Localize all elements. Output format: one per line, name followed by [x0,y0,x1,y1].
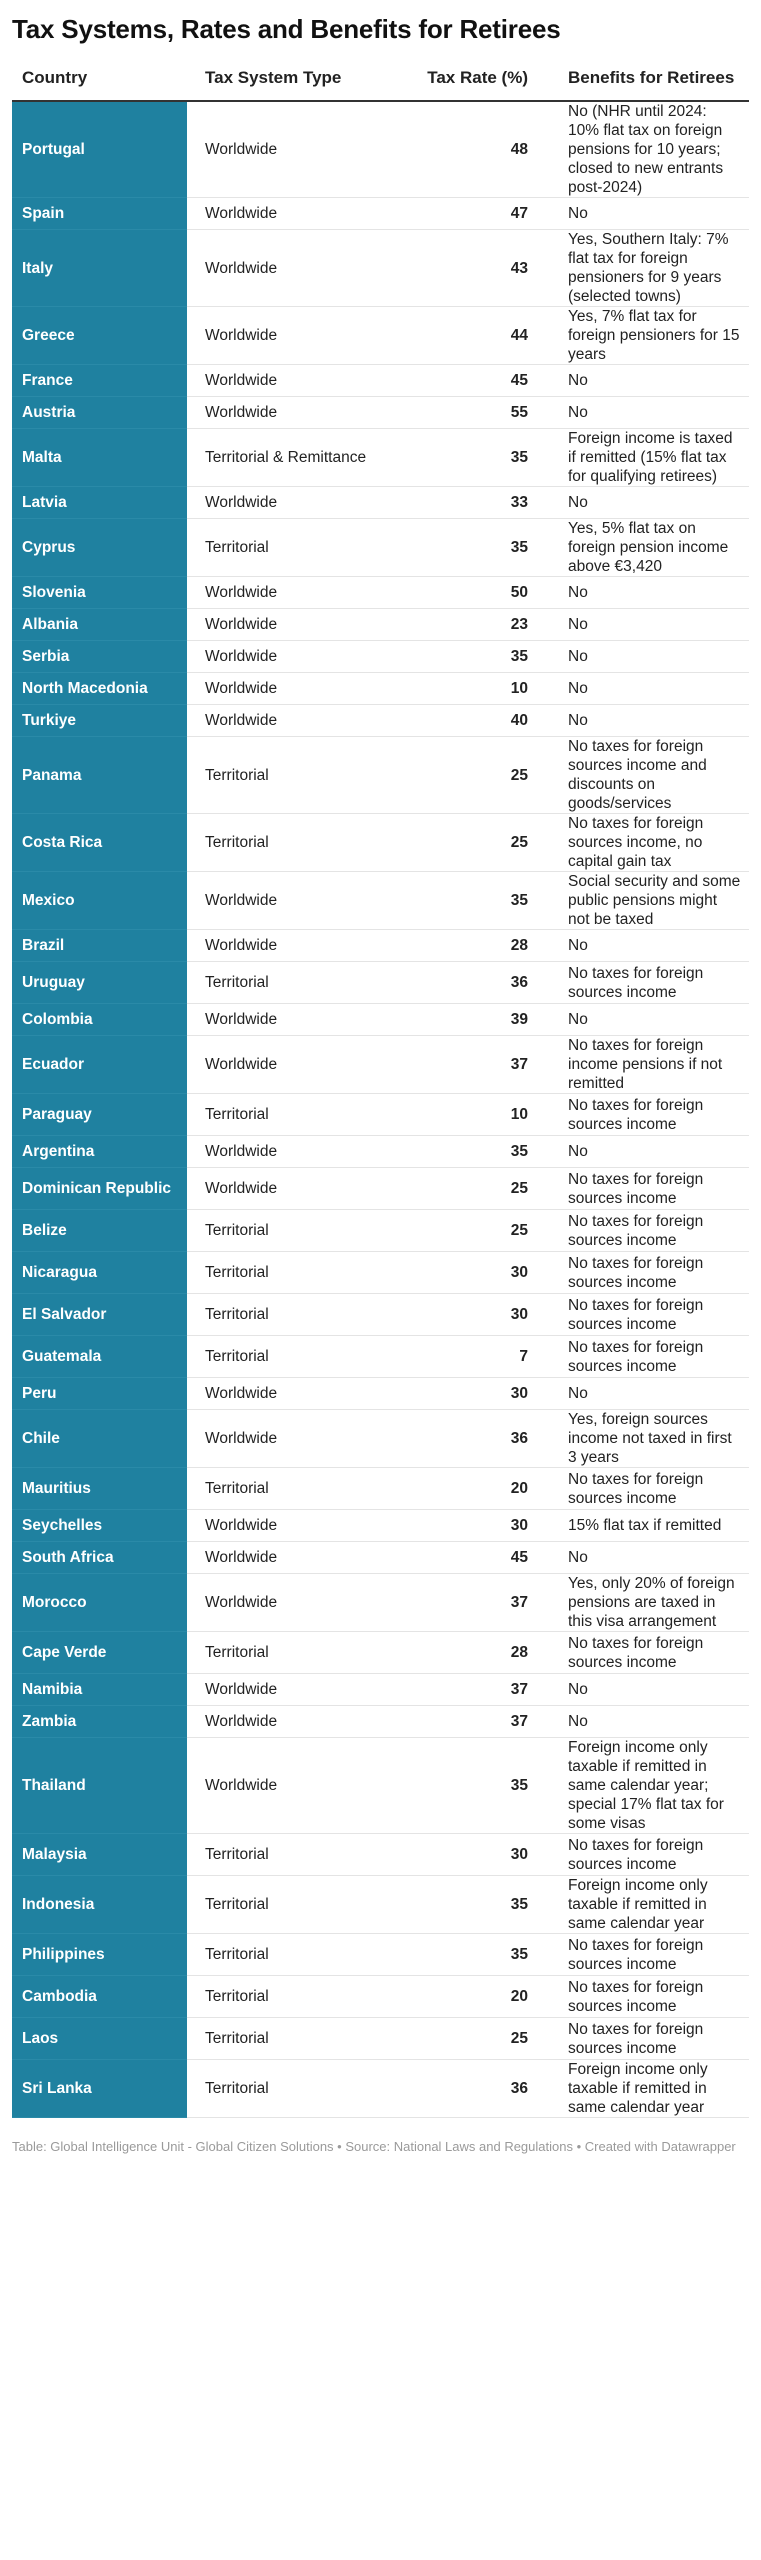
benefits-cell: No taxes for foreign sources income [554,1468,749,1510]
country-cell: Albania [12,609,187,641]
table-row [12,1738,749,1834]
tax-rate-cell: 10 [392,1094,554,1136]
table-row [12,429,749,487]
country-cell: Seychelles [12,1510,187,1542]
country-cell: Costa Rica [12,814,187,872]
table-row [12,1294,749,1336]
tax-rate-cell: 45 [392,365,554,397]
table-row [12,673,749,705]
tax-system-cell: Territorial [187,1252,392,1294]
tax-rate-cell: 25 [392,814,554,872]
benefits-cell: No [554,705,749,737]
table-row [12,930,749,962]
benefits-cell: No [554,365,749,397]
tax-system-cell: Worldwide [187,872,392,930]
tax-rate-cell: 44 [392,307,554,365]
column-header-tax-system[interactable]: Tax System Type [187,56,392,101]
tax-system-cell: Worldwide [187,1574,392,1632]
table-row [12,705,749,737]
country-cell: Nicaragua [12,1252,187,1294]
tax-system-cell: Worldwide [187,307,392,365]
tax-rate-cell: 36 [392,2060,554,2118]
column-header-country[interactable]: Country [12,56,187,101]
country-cell: Colombia [12,1004,187,1036]
benefits-cell: No taxes for foreign sources income [554,1094,749,1136]
country-cell: Serbia [12,641,187,673]
header-row [12,56,749,101]
country-cell: Latvia [12,487,187,519]
tax-rate-cell: 36 [392,962,554,1004]
table-row [12,519,749,577]
benefits-cell: No [554,1706,749,1738]
country-cell: Ecuador [12,1036,187,1094]
benefits-cell: Yes, foreign sources income not taxed in first 3 years [554,1410,749,1468]
tax-rate-cell: 35 [392,519,554,577]
country-cell: France [12,365,187,397]
tax-rate-cell: 25 [392,737,554,814]
table-row [12,2060,749,2118]
tax-rate-cell: 30 [392,1294,554,1336]
tax-system-cell: Territorial [187,1876,392,1934]
tax-rate-cell: 35 [392,641,554,673]
tax-system-cell: Worldwide [187,641,392,673]
benefits-cell: No [554,641,749,673]
tax-rate-cell: 48 [392,101,554,198]
tax-rate-cell: 35 [392,1738,554,1834]
table-row [12,1378,749,1410]
tax-system-cell: Worldwide [187,673,392,705]
benefits-cell: No taxes for foreign sources income [554,1252,749,1294]
benefits-cell: 15% flat tax if remitted [554,1510,749,1542]
table-row [12,1410,749,1468]
tax-system-cell: Worldwide [187,609,392,641]
tax-system-cell: Territorial [187,519,392,577]
table-row [12,1976,749,2018]
table-row [12,1136,749,1168]
country-cell: Uruguay [12,962,187,1004]
tax-system-cell: Territorial [187,962,392,1004]
benefits-cell: Yes, 5% flat tax on foreign pension income above €3,420 [554,519,749,577]
tax-rate-cell: 20 [392,1468,554,1510]
tax-rate-cell: 7 [392,1336,554,1378]
table-row [12,1510,749,1542]
tax-rate-cell: 25 [392,1168,554,1210]
benefits-cell: No [554,609,749,641]
country-cell: Greece [12,307,187,365]
tax-rate-cell: 35 [392,1934,554,1976]
country-cell: Argentina [12,1136,187,1168]
tax-system-cell: Worldwide [187,1706,392,1738]
country-cell: Peru [12,1378,187,1410]
tax-system-cell: Worldwide [187,1738,392,1834]
tax-system-cell: Territorial [187,2060,392,2118]
country-cell: Portugal [12,101,187,198]
table-row [12,1252,749,1294]
tax-rate-cell: 36 [392,1410,554,1468]
table-row [12,101,749,198]
benefits-cell: No taxes for foreign sources income [554,1294,749,1336]
tax-system-cell: Worldwide [187,1004,392,1036]
table-row [12,1632,749,1674]
tax-rate-cell: 43 [392,230,554,307]
table-row [12,1168,749,1210]
table-row [12,1674,749,1706]
country-cell: Guatemala [12,1336,187,1378]
country-cell: Zambia [12,1706,187,1738]
tax-system-cell: Worldwide [187,1410,392,1468]
benefits-cell: No (NHR until 2024: 10% flat tax on foreign pensions for 10 years; closed to new entrants post-2024) [554,101,749,198]
table-row [12,814,749,872]
country-cell: Namibia [12,1674,187,1706]
tax-rate-cell: 37 [392,1674,554,1706]
country-cell: North Macedonia [12,673,187,705]
country-cell: Spain [12,198,187,230]
benefits-cell: No [554,1378,749,1410]
benefits-cell: No [554,930,749,962]
benefits-cell: Social security and some public pensions might not be taxed [554,872,749,930]
benefits-cell: No [554,198,749,230]
tax-rate-cell: 35 [392,1876,554,1934]
tax-rate-cell: 30 [392,1252,554,1294]
column-header-benefits[interactable]: Benefits for Retirees [554,56,749,101]
benefits-cell: No taxes for foreign sources income [554,1976,749,2018]
tax-system-cell: Worldwide [187,101,392,198]
tax-system-cell: Worldwide [187,1542,392,1574]
tax-rate-cell: 33 [392,487,554,519]
tax-rate-cell: 47 [392,198,554,230]
country-cell: Turkiye [12,705,187,737]
column-header-tax-rate[interactable]: Tax Rate (%) [392,56,554,101]
tax-rate-cell: 25 [392,2018,554,2060]
tax-system-cell: Worldwide [187,1036,392,1094]
table-row [12,198,749,230]
country-cell: Italy [12,230,187,307]
country-cell: Mexico [12,872,187,930]
benefits-cell: No [554,1136,749,1168]
tax-rate-cell: 28 [392,1632,554,1674]
tax-rate-cell: 40 [392,705,554,737]
tax-system-cell: Worldwide [187,1168,392,1210]
table-row [12,1706,749,1738]
tax-system-cell: Worldwide [187,230,392,307]
benefits-cell: No taxes for foreign sources income [554,1934,749,1976]
benefits-cell: No [554,1004,749,1036]
table-row [12,609,749,641]
table-row [12,2018,749,2060]
table-row [12,307,749,365]
benefits-cell: Yes, 7% flat tax for foreign pensioners for 15 years [554,307,749,365]
benefits-cell: No taxes for foreign sources income, no capital gain tax [554,814,749,872]
country-cell: Philippines [12,1934,187,1976]
country-cell: South Africa [12,1542,187,1574]
tax-system-cell: Worldwide [187,1510,392,1542]
table-row [12,872,749,930]
tax-system-cell: Territorial [187,1934,392,1976]
country-cell: Panama [12,737,187,814]
tax-system-cell: Worldwide [187,365,392,397]
benefits-cell: No [554,1542,749,1574]
tax-system-cell: Territorial [187,1094,392,1136]
tax-system-cell: Territorial [187,1210,392,1252]
country-cell: Malta [12,429,187,487]
tax-rate-cell: 30 [392,1378,554,1410]
table-row [12,1094,749,1136]
tax-system-cell: Worldwide [187,1378,392,1410]
benefits-cell: Foreign income only taxable if remitted in same calendar year; special 17% flat tax for some visas [554,1738,749,1834]
tax-rate-cell: 35 [392,1136,554,1168]
tax-system-cell: Worldwide [187,198,392,230]
tax-rate-cell: 35 [392,872,554,930]
benefits-cell: No taxes for foreign sources income and discounts on goods/services [554,737,749,814]
tax-system-cell: Territorial [187,1294,392,1336]
country-cell: Brazil [12,930,187,962]
table-row [12,365,749,397]
tax-system-cell: Worldwide [187,577,392,609]
table-title: Tax Systems, Rates and Benefits for Retirees [12,14,561,44]
table-row [12,737,749,814]
country-cell: Dominican Republic [12,1168,187,1210]
table-row [12,1834,749,1876]
table-footer-credits: Table: Global Intelligence Unit - Global Citizen Solutions • Source: National Laws and Regulations • Created with Datawrapper [12,2139,736,2154]
table-row [12,1542,749,1574]
tax-rate-cell: 25 [392,1210,554,1252]
country-cell: Morocco [12,1574,187,1632]
table-row [12,1210,749,1252]
country-cell: Belize [12,1210,187,1252]
tax-system-cell: Territorial [187,1468,392,1510]
table-row [12,1574,749,1632]
benefits-cell: No taxes for foreign sources income [554,1210,749,1252]
country-cell: Cape Verde [12,1632,187,1674]
tax-system-cell: Territorial [187,1976,392,2018]
benefits-cell: No taxes for foreign sources income [554,962,749,1004]
table-row [12,1934,749,1976]
tax-system-cell: Territorial [187,1632,392,1674]
tax-rate-cell: 10 [392,673,554,705]
table-row [12,487,749,519]
country-cell: Slovenia [12,577,187,609]
table-row [12,1004,749,1036]
tax-rate-cell: 55 [392,397,554,429]
tax-rate-cell: 20 [392,1976,554,2018]
tax-system-cell: Worldwide [187,705,392,737]
country-cell: Indonesia [12,1876,187,1934]
tax-rate-cell: 37 [392,1036,554,1094]
benefits-cell: No [554,577,749,609]
country-cell: Sri Lanka [12,2060,187,2118]
table-row [12,1336,749,1378]
benefits-cell: Yes, only 20% of foreign pensions are taxed in this visa arrangement [554,1574,749,1632]
tax-rate-cell: 23 [392,609,554,641]
tax-rate-cell: 39 [392,1004,554,1036]
country-cell: El Salvador [12,1294,187,1336]
country-cell: Paraguay [12,1094,187,1136]
country-cell: Mauritius [12,1468,187,1510]
tax-rate-cell: 35 [392,429,554,487]
benefits-cell: No [554,487,749,519]
tax-system-cell: Territorial & Remittance [187,429,392,487]
benefits-cell: No [554,1674,749,1706]
tax-system-cell: Worldwide [187,930,392,962]
tax-system-cell: Territorial [187,814,392,872]
tax-rate-cell: 37 [392,1706,554,1738]
tax-rate-cell: 50 [392,577,554,609]
tax-system-cell: Worldwide [187,397,392,429]
country-cell: Cyprus [12,519,187,577]
table-row [12,577,749,609]
tax-system-cell: Territorial [187,1834,392,1876]
table-header [12,56,749,101]
benefits-cell: Foreign income only taxable if remitted in same calendar year [554,1876,749,1934]
table-row [12,1468,749,1510]
table-row [12,397,749,429]
benefits-cell: No taxes for foreign sources income [554,1834,749,1876]
table-row [12,641,749,673]
country-cell: Laos [12,2018,187,2060]
benefits-cell: No taxes for foreign sources income [554,2018,749,2060]
tax-rate-cell: 45 [392,1542,554,1574]
country-cell: Austria [12,397,187,429]
table-row [12,962,749,1004]
table-body [12,101,749,2118]
tax-system-cell: Worldwide [187,1674,392,1706]
tax-rate-cell: 37 [392,1574,554,1632]
country-cell: Cambodia [12,1976,187,2018]
benefits-cell: No taxes for foreign sources income [554,1336,749,1378]
tax-system-cell: Worldwide [187,1136,392,1168]
table-row [12,230,749,307]
tax-rate-cell: 28 [392,930,554,962]
tax-table [12,56,749,2118]
tax-system-cell: Territorial [187,737,392,814]
country-cell: Thailand [12,1738,187,1834]
benefits-cell: Yes, Southern Italy: 7% flat tax for foreign pensioners for 9 years (selected towns) [554,230,749,307]
tax-system-cell: Territorial [187,2018,392,2060]
benefits-cell: No taxes for foreign income pensions if not remitted [554,1036,749,1094]
benefits-cell: Foreign income is taxed if remitted (15% flat tax for qualifying retirees) [554,429,749,487]
country-cell: Chile [12,1410,187,1468]
benefits-cell: Foreign income only taxable if remitted in same calendar year [554,2060,749,2118]
benefits-cell: No taxes for foreign sources income [554,1168,749,1210]
tax-rate-cell: 30 [392,1510,554,1542]
tax-system-cell: Territorial [187,1336,392,1378]
benefits-cell: No [554,673,749,705]
tax-rate-cell: 30 [392,1834,554,1876]
benefits-cell: No [554,397,749,429]
tax-system-cell: Worldwide [187,487,392,519]
table-row [12,1036,749,1094]
benefits-cell: No taxes for foreign sources income [554,1632,749,1674]
country-cell: Malaysia [12,1834,187,1876]
table-row [12,1876,749,1934]
